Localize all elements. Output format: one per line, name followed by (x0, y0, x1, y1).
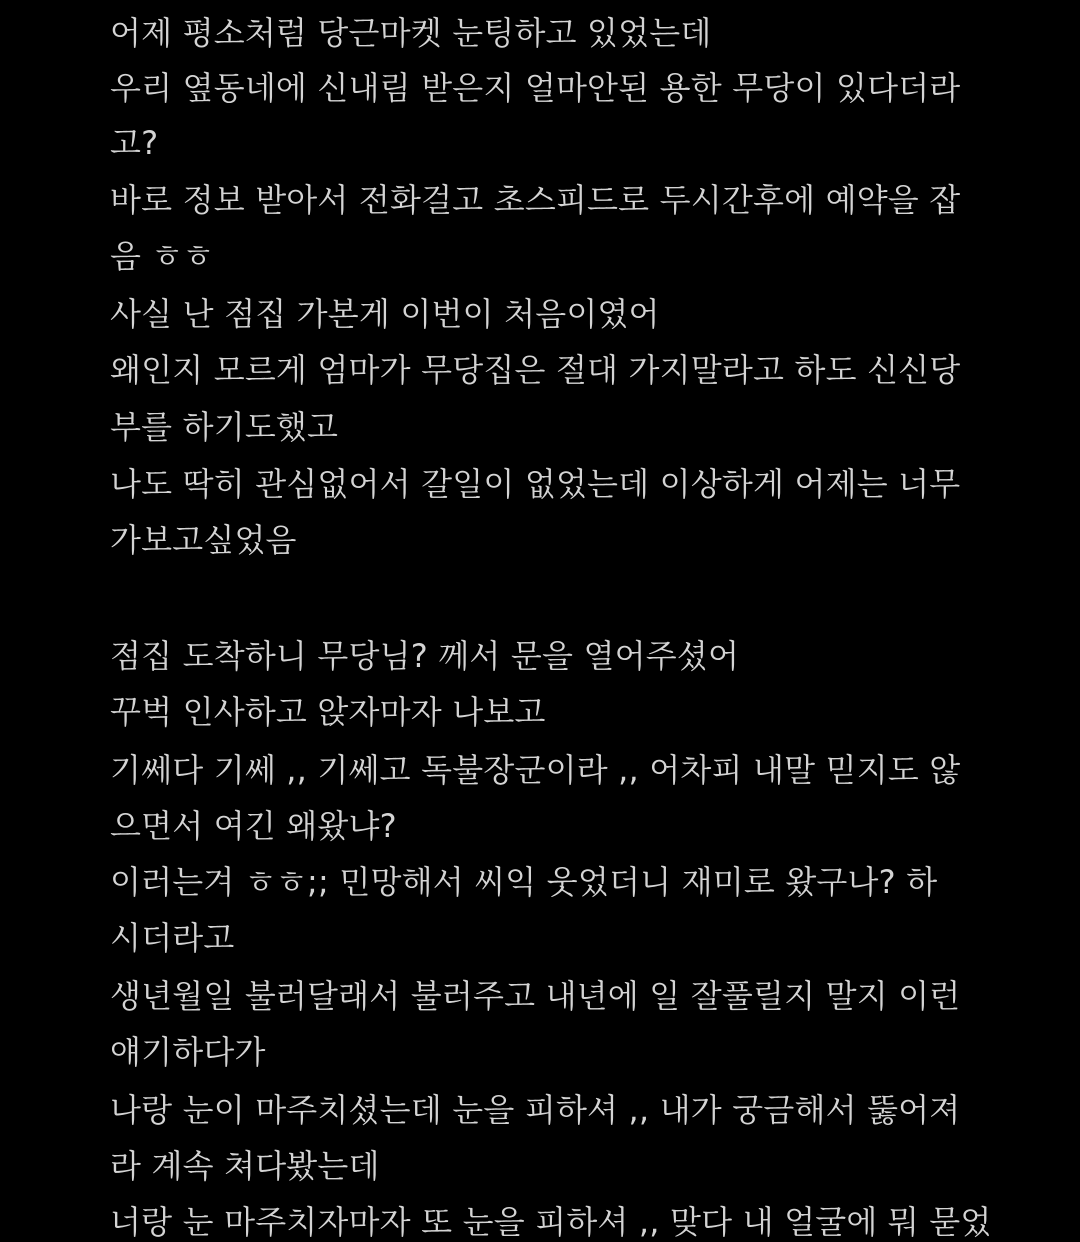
text-line: 기쎄다 기쎄 ,, 기쎄고 독불장군이라 ,, 어차피 내말 믿지도 않 (110, 751, 961, 789)
text-line: 나랑 눈이 마주치셨는데 눈을 피하셔 ,, 내가 궁금해서 뚫어져 (110, 1091, 961, 1129)
text-line: 이러는겨 ㅎㅎ;; 민망해서 씨익 웃었더니 재미로 왔구나? 하 (110, 863, 938, 901)
text-line: 점집 도착하니 무당님? 께서 문을 열어주셨어 (110, 637, 740, 675)
text-line: 바로 정보 받아서 전화걸고 초스피드로 두시간후에 예약을 잡 (110, 181, 961, 219)
text-line: 음 ㅎㅎ (110, 237, 214, 275)
text-line: 사실 난 점집 가본게 이번이 처음이였어 (110, 295, 660, 333)
text-line: 시더라고 (110, 919, 235, 957)
text-line: 왜인지 모르게 엄마가 무당집은 절대 가지말라고 하도 신신당 (110, 351, 961, 389)
text-line: 라 계속 쳐다봤는데 (110, 1147, 380, 1185)
text-line: 으면서 여긴 왜왔냐? (110, 807, 397, 845)
text-line: 가보고싶었음 (110, 521, 297, 559)
text-line: 얘기하다가 (110, 1033, 266, 1071)
text-line: 나도 딱히 관심없어서 갈일이 없었는데 이상하게 어제는 너무 (110, 465, 961, 503)
text-line: 꾸벅 인사하고 앉자마자 나보고 (110, 693, 546, 731)
text-line: 부를 하기도했고 (110, 408, 339, 446)
text-line: 너랑 눈 마주치자마자 또 눈을 피하셔 ,, 맞다 내 얼굴에 뭐 묻었 (110, 1203, 992, 1241)
text-line: 고? (110, 124, 159, 162)
text-line: 우리 옆동네에 신내림 받은지 얼마안된 용한 무당이 있다더라 (110, 69, 961, 107)
text-line: 어제 평소처럼 당근마켓 눈팅하고 있었는데 (110, 14, 712, 52)
text-line: 생년월일 불러달래서 불러주고 내년에 일 잘풀릴지 말지 이런 (110, 977, 961, 1015)
